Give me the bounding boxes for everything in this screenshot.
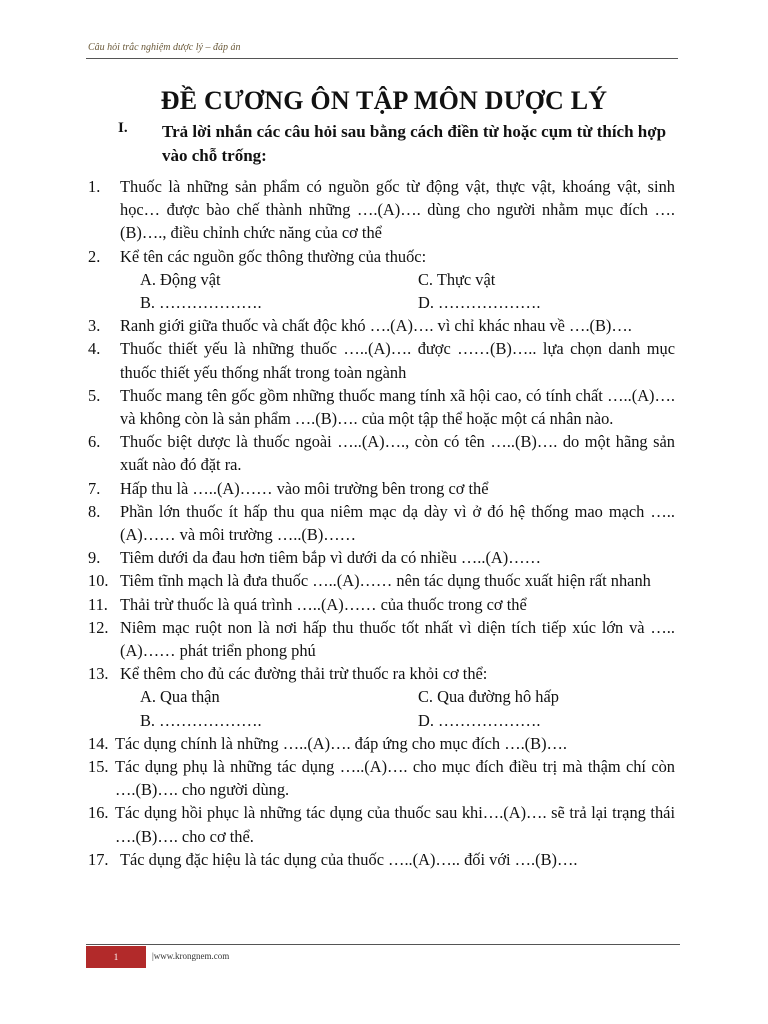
question-text: Tiêm tĩnh mạch là đưa thuốc …..(A)…… nên tác dụng thuốc xuất hiện rất nhanh (120, 571, 651, 591)
question-text: Thải trừ thuốc là quá trình …..(A)…… của thuốc trong cơ thể (120, 594, 527, 614)
question-1 (88, 175, 675, 245)
question-text: Tác dụng chính là những …..(A)…. đáp ứng cho mục đích ….(B)…. (115, 733, 568, 753)
question-number: 6. (88, 432, 101, 452)
question-number: 7. (88, 478, 101, 498)
question-13 (88, 662, 675, 685)
question-16 (88, 801, 675, 847)
question-number: 14. (88, 733, 109, 753)
question-number: 8. (88, 501, 101, 521)
question-text: Tác dụng đặc hiệu là tác dụng của thuốc …..(A)….. đối với ….(B)…. (120, 849, 578, 869)
question-9 (88, 546, 675, 569)
question-6 (88, 430, 675, 476)
question-number: 11. (88, 594, 108, 614)
option-d: D. ………………. (418, 710, 541, 730)
question-text: Tiêm dưới da đau hơn tiêm bắp vì dưới da có nhiều …..(A)…… (120, 548, 542, 568)
question-text: Thuốc là những sản phẩm có nguồn gốc từ động vật, thực vật, khoáng vật, sinh học… được bào chế thành những ….(A)…. dùng cho người nhằm mục đích ….(B)…., điều chỉnh chức năng của cơ thể (120, 177, 675, 243)
question-text: Kể thêm cho đủ các đường thải trừ thuốc ra khỏi cơ thể: (120, 664, 488, 684)
question-2 (88, 245, 675, 268)
question-text: Tác dụng hồi phục là những tác dụng của thuốc sau khi….(A)…. sẽ trả lại trạng thái ….(B)…. cho cơ thể. (115, 803, 675, 846)
question-number: 17. (88, 849, 109, 869)
question-7 (88, 477, 675, 500)
question-5 (88, 384, 675, 430)
question-text: Thuốc biệt dược là thuốc ngoài …..(A)…., còn có tên …..(B)…. do một hãng sản xuất nào đó đặt ra. (120, 432, 675, 475)
question-number: 2. (88, 246, 101, 266)
option-c: C. Qua đường hô hấp (418, 687, 559, 707)
question-2-options (88, 268, 675, 314)
question-text: Thuốc mang tên gốc gồm những thuốc mang tính xã hội cao, có tính chất …..(A)…. và không còn là sản phẩm ….(B)…. của một tập thể hoặc một cá nhân nào. (120, 385, 675, 429)
option-b: B. ………………. (140, 710, 262, 730)
option-a: A. Động vật (140, 269, 221, 289)
option-d: D. ………………. (418, 293, 541, 313)
option-b: B. ………………. (140, 293, 262, 313)
question-number: 5. (88, 385, 101, 405)
question-list (88, 175, 675, 871)
question-13-options (88, 685, 675, 731)
footer-divider (86, 944, 680, 945)
question-number: 1. (88, 177, 101, 196)
question-17 (88, 848, 675, 871)
question-number: 13. (88, 664, 109, 684)
option-c: C. Thực vật (418, 269, 496, 289)
question-8 (88, 500, 675, 546)
section-number: I. (118, 120, 128, 136)
question-text: Kể tên các nguồn gốc thông thường của thuốc: (120, 246, 427, 266)
header-divider (86, 58, 678, 59)
question-text: Tác dụng phụ là những tác dụng …..(A)…. cho mục đích điều trị mà thậm chí còn ….(B)…. cho người dùng. (115, 757, 675, 800)
question-15 (88, 755, 675, 801)
option-a: A. Qua thận (140, 687, 220, 707)
question-text: Ranh giới giữa thuốc và chất độc khó ….(A)…. vì chỉ khác nhau về ….(B)…. (120, 316, 632, 336)
question-number: 3. (88, 316, 101, 336)
question-3 (88, 314, 675, 337)
question-text: Thuốc thiết yếu là những thuốc …..(A)…. được ……(B)….. lựa chọn danh mục thuốc thiết yếu thống nhất trong toàn ngành (120, 339, 675, 382)
question-number: 4. (88, 339, 101, 359)
question-12 (88, 616, 675, 662)
question-text: Phần lớn thuốc ít hấp thu qua niêm mạc dạ dày vì ở đó hệ thống mao mạch …..(A)…… và môi trường …..(B)…… (120, 501, 675, 545)
question-11 (88, 593, 675, 616)
page-header: Câu hỏi trắc nghiệm dược lý – đáp án (88, 42, 241, 53)
question-number: 12. (88, 617, 109, 637)
section-instruction: Trả lời nhắn các câu hỏi sau bằng cách điền từ hoặc cụm từ thích hợp vào chỗ trống: (162, 122, 667, 165)
question-number: 15. (88, 757, 109, 777)
question-4 (88, 337, 675, 383)
page-number-badge: 1 (86, 946, 146, 968)
document-title: ĐỀ CƯƠNG ÔN TẬP MÔN DƯỢC LÝ (160, 86, 608, 115)
question-number: 16. (88, 803, 109, 823)
question-number: 10. (88, 571, 109, 591)
footer-website: |www.krongnem.com (152, 951, 230, 961)
question-14 (88, 732, 675, 755)
question-text: Hấp thu là …..(A)…… vào môi trường bên trong cơ thể (120, 478, 489, 498)
question-text: Niêm mạc ruột non là nơi hấp thu thuốc tốt nhất vì diện tích tiếp xúc lớn và …..(A)…… phát triển phong phú (120, 617, 675, 661)
question-number: 9. (88, 548, 101, 568)
question-10 (88, 569, 675, 592)
